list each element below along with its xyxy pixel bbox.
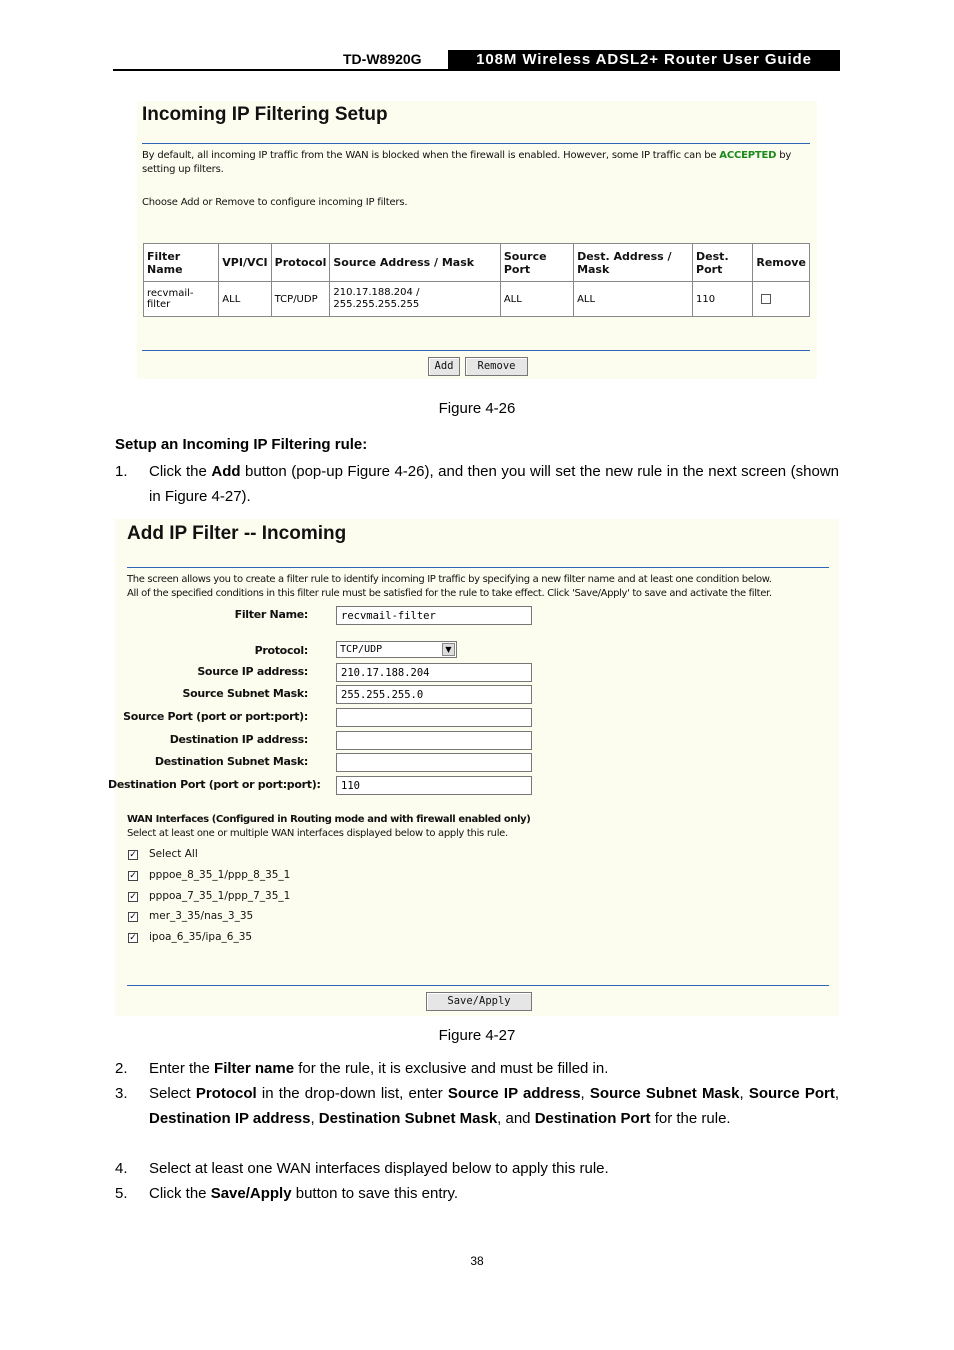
- cell-vpivci: ALL: [219, 282, 271, 317]
- step-3-s2: ,: [739, 1085, 744, 1102]
- dest-mask-input[interactable]: [336, 753, 532, 772]
- dest-port-input[interactable]: 110: [336, 776, 532, 795]
- step-1-text: [149, 459, 839, 509]
- figure-4-26-caption: Figure 4-26: [438, 400, 516, 417]
- panel-title: Add IP Filter -- Incoming: [127, 523, 347, 544]
- wan-interfaces-title: WAN Interfaces (Configured in Routing mode and with firewall enabled only): [127, 814, 531, 825]
- step-3-b5: Destination IP address: [149, 1110, 311, 1127]
- add-button[interactable]: Add: [428, 357, 460, 376]
- step-3-t2: in the drop-down list, enter: [261, 1085, 443, 1102]
- desc-line-2: All of the specified conditions in this filter rule must be satisfied for the rule to take effect. Click 'Save/Apply' to save and activate the filter.: [127, 588, 772, 599]
- cell-dest-port: 110: [693, 282, 753, 317]
- filter-name-label: Filter Name:: [234, 608, 308, 621]
- panel-description: [142, 149, 791, 177]
- step-3-s3: ,: [834, 1085, 840, 1102]
- source-mask-input[interactable]: 255.255.255.0: [336, 685, 532, 704]
- source-port-input[interactable]: [336, 708, 532, 727]
- dest-port-label: Destination Port (port or port:port):: [108, 778, 321, 791]
- figure-4-26-screenshot: [137, 101, 817, 379]
- wan-label-mer: mer_3_35/nas_3_35: [149, 910, 254, 922]
- figure-4-27-screenshot: [108, 519, 839, 1016]
- title-divider: [142, 143, 810, 144]
- wan-label-pppoa: pppoa_7_35_1/ppp_7_35_1: [149, 890, 291, 902]
- cell-dest-address: ALL: [574, 282, 693, 317]
- model-name: TD-W8920G: [343, 51, 422, 67]
- wan-label-pppoe: pppoe_8_35_1/ppp_8_35_1: [149, 869, 291, 881]
- figure-4-27-caption: Figure 4-27: [438, 1027, 516, 1044]
- remove-checkbox[interactable]: [761, 294, 771, 304]
- title-divider: [127, 567, 829, 568]
- filter-table: [143, 243, 810, 317]
- col-dest-address: Dest. Address / Mask: [574, 244, 693, 282]
- step-5-number: 5.: [115, 1185, 128, 1202]
- wan-interfaces-desc: Select at least one or multiple WAN interfaces displayed below to apply this rule.: [127, 828, 508, 839]
- step-5-text: [149, 1181, 839, 1206]
- desc-text: By default, all incoming IP traffic from the WAN is blocked when the firewall is enabled. However, some IP traffic can be: [142, 150, 717, 161]
- remove-button[interactable]: Remove: [465, 357, 528, 376]
- step-3-b1: Protocol: [195, 1085, 257, 1102]
- col-protocol: Protocol: [271, 244, 330, 282]
- accepted-keyword: ACCEPTED: [719, 150, 777, 161]
- select-all-checkbox[interactable]: ✓: [129, 850, 137, 860]
- step-3-s1: ,: [580, 1085, 585, 1102]
- step-3-b2: Source IP address: [447, 1085, 581, 1102]
- bottom-divider: [142, 350, 810, 351]
- step-1-b1: Add: [211, 463, 241, 480]
- cell-filter-name: recvmail-filter: [144, 282, 219, 317]
- col-filter-name: Filter Name: [144, 244, 219, 282]
- step-5-t2: button to save this entry.: [295, 1185, 459, 1202]
- setup-heading: Setup an Incoming IP Filtering rule:: [115, 436, 368, 453]
- col-vpivci: VPI/VCI: [219, 244, 271, 282]
- step-3-t3: for the rule.: [654, 1110, 731, 1127]
- panel-description: [127, 573, 772, 601]
- cell-remove: [753, 282, 810, 317]
- col-remove: Remove: [753, 244, 810, 282]
- protocol-label: Protocol:: [254, 644, 308, 657]
- source-port-label: Source Port (port or port:port):: [123, 710, 308, 723]
- step-5-t1: Click the: [149, 1185, 207, 1202]
- step-3-b6: Destination Subnet Mask: [318, 1110, 498, 1127]
- wan-label-ipoa: ipoa_6_35/ipa_6_35: [149, 931, 253, 943]
- bottom-divider: [127, 985, 829, 986]
- col-source-address: Source Address / Mask: [330, 244, 500, 282]
- protocol-select[interactable]: [336, 641, 457, 658]
- step-2-t1: Enter the: [149, 1060, 210, 1077]
- source-ip-input[interactable]: 210.17.188.204: [336, 663, 532, 682]
- panel-title: Incoming IP Filtering Setup: [142, 104, 388, 125]
- header-rule: [113, 69, 840, 71]
- cell-source-port: ALL: [500, 282, 573, 317]
- chevron-down-icon[interactable]: ▼: [442, 643, 455, 656]
- cell-source-address: [330, 282, 500, 317]
- source-address: 210.17.188.204 /: [333, 287, 420, 298]
- source-mask-label: Source Subnet Mask:: [182, 687, 308, 700]
- table-header-row: [144, 244, 810, 282]
- dest-ip-input[interactable]: [336, 731, 532, 750]
- filter-name-input[interactable]: recvmail-filter: [336, 606, 532, 625]
- wan-checkbox-mer[interactable]: ✓: [129, 912, 137, 922]
- desc-text-end: by: [779, 150, 792, 161]
- step-2-t2: for the rule, it is exclusive and must be filled in.: [298, 1060, 609, 1077]
- step-2-text: [149, 1056, 839, 1081]
- page-number: 38: [470, 1254, 484, 1268]
- step-1-number: 1.: [115, 463, 128, 480]
- panel-instruction: Choose Add or Remove to configure incoming IP filters.: [142, 197, 408, 208]
- guide-title: 108M Wireless ADSL2+ Router User Guide: [448, 50, 840, 69]
- step-1-t1: Click the: [149, 463, 207, 480]
- select-all-label: Select All: [149, 848, 198, 860]
- dest-mask-label: Destination Subnet Mask:: [154, 755, 308, 768]
- step-3-b4: Source Port: [748, 1085, 835, 1102]
- step-3-b7: Destination Port: [534, 1110, 651, 1127]
- step-3-s4: ,: [310, 1110, 315, 1127]
- col-source-port: Source Port: [500, 244, 573, 282]
- col-dest-port: Dest. Port: [693, 244, 753, 282]
- table-row: [144, 282, 810, 317]
- desc-line-1: The screen allows you to create a filter rule to identify incoming IP traffic by specifying a new filter name and at least one condition below.: [127, 574, 772, 585]
- wan-checkbox-pppoa[interactable]: ✓: [129, 892, 137, 902]
- save-apply-button[interactable]: Save/Apply: [426, 992, 532, 1011]
- step-3-s5: , and: [497, 1110, 531, 1127]
- wan-checkbox-ipoa[interactable]: ✓: [129, 933, 137, 943]
- source-mask: 255.255.255.255: [333, 299, 420, 310]
- step-4-text: Select at least one WAN interfaces displayed below to apply this rule.: [149, 1160, 609, 1177]
- cell-protocol: TCP/UDP: [271, 282, 330, 317]
- step-3-b3: Source Subnet Mask: [589, 1085, 740, 1102]
- step-3-t1: Select: [149, 1085, 191, 1102]
- step-3-text: [149, 1081, 839, 1131]
- step-5-b1: Save/Apply: [210, 1185, 292, 1202]
- wan-checkbox-pppoe[interactable]: ✓: [129, 871, 137, 881]
- protocol-selected-value: TCP/UDP: [340, 644, 383, 655]
- step-2-b1: Filter name: [214, 1060, 295, 1077]
- step-4-number: 4.: [115, 1160, 128, 1177]
- step-3-number: 3.: [115, 1085, 128, 1102]
- step-1-t2: button (pop-up Figure 4-26), and then you will set the new rule in the next screen (shown in Figure 4-27).: [149, 463, 839, 505]
- source-ip-label: Source IP address:: [197, 665, 308, 678]
- step-2-number: 2.: [115, 1060, 128, 1077]
- desc-line-2: setting up filters.: [142, 164, 224, 175]
- page-header: [113, 50, 840, 72]
- dest-ip-label: Destination IP address:: [169, 733, 308, 746]
